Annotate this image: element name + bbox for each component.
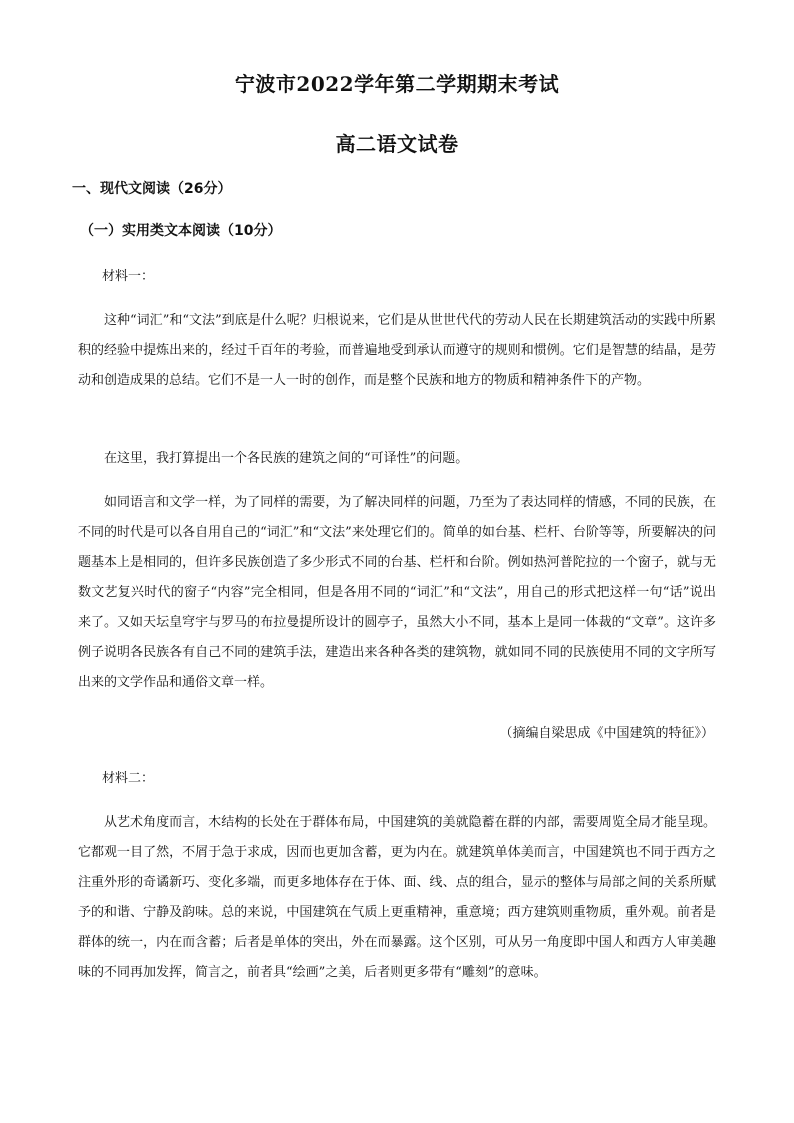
material1-label: 材料一： <box>102 269 155 284</box>
material1-paragraph-2: 在这里，我打算提出一个各民族的建筑之间的“可译性”的问题。 <box>104 451 469 466</box>
section-heading-part1-sub1: （一）实用类文本阅读（10分） <box>80 223 282 239</box>
exam-title: 宁波市2022学年第二学期期末考试 <box>234 72 560 96</box>
section-heading-part1: 一、现代文阅读（26分） <box>72 181 232 197</box>
material2-label: 材料二： <box>102 771 155 786</box>
material1-paragraph-3: 如同语言和文学一样，为了同样的需要，为了解决同样的问题，乃至为了表达同样的情感，不同的民族，在不同的时代是可以各自用自己的“词汇”和“文法”来处理它们的。简单的如台基、栏杆、台阶等等，所要解决的问题基本上是相同的，但许多民族创造了多少形式不同的台基、栏杆和台阶。例如热河普陀拉的一个窗子，就与无数文艺复兴时代的窗子“内容”完全相同，但是各用不同的“词汇”和“文法”，用自己的形式把这样一句“话”说出来了。又如天坛皇穹宇与罗马的布拉曼提所设计的圆亭子，虽然大小不同，基本上是同一体裁的“文章”。这许多例子说明各民族各有自己不同的建筑手法，建造出来各种各类的建筑物，就如同不同的民族使用不同的文字所写出来的文学作品和通俗文章一样。 <box>78 495 716 690</box>
material2-paragraph-1: 从艺术角度而言，木结构的长处在于群体布局，中国建筑的美就隐蓄在群的内部，需要周览全局才能呈现。它都观一目了然，不屑于急于求成，因而也更加含蓄，更为内在。就建筑单体美而言，中国建筑也不同于西方之注重外形的奇谲新巧、变化多端，而更多地体存在于体、面、线、点的组合，显示的整体与局部之间的关系所赋予的和谐、宁静及韵味。总的来说，中国建筑在气质上更重精神，重意境；西方建筑则重物质，重外观。前者是群体的统一，内在而含蓄；后者是单体的突出，外在而暴露。这个区别，可从另一角度即中国人和西方人审美趣味的不同再加发挥，简言之，前者具“绘画”之美，后者则更多带有“雕刻”的意味。 <box>78 815 716 980</box>
material1-paragraph-1: 这种“词汇”和“文法”到底是什么呢？归根说来，它们是从世世代代的劳动人民在长期建筑活动的实践中所累积的经验中提炼出来的，经过千百年的考验，而普遍地受到承认而遵守的规则和惯例。它们是智慧的结晶，是劳动和创造成果的总结。它们不是一人一时的创作，而是整个民族和地方的物质和精神条件下的产物。 <box>78 313 716 388</box>
material1-source: （摘编自梁思成《中国建筑的特征》） <box>499 726 714 741</box>
exam-subtitle: 高二语文试卷 <box>335 132 459 156</box>
